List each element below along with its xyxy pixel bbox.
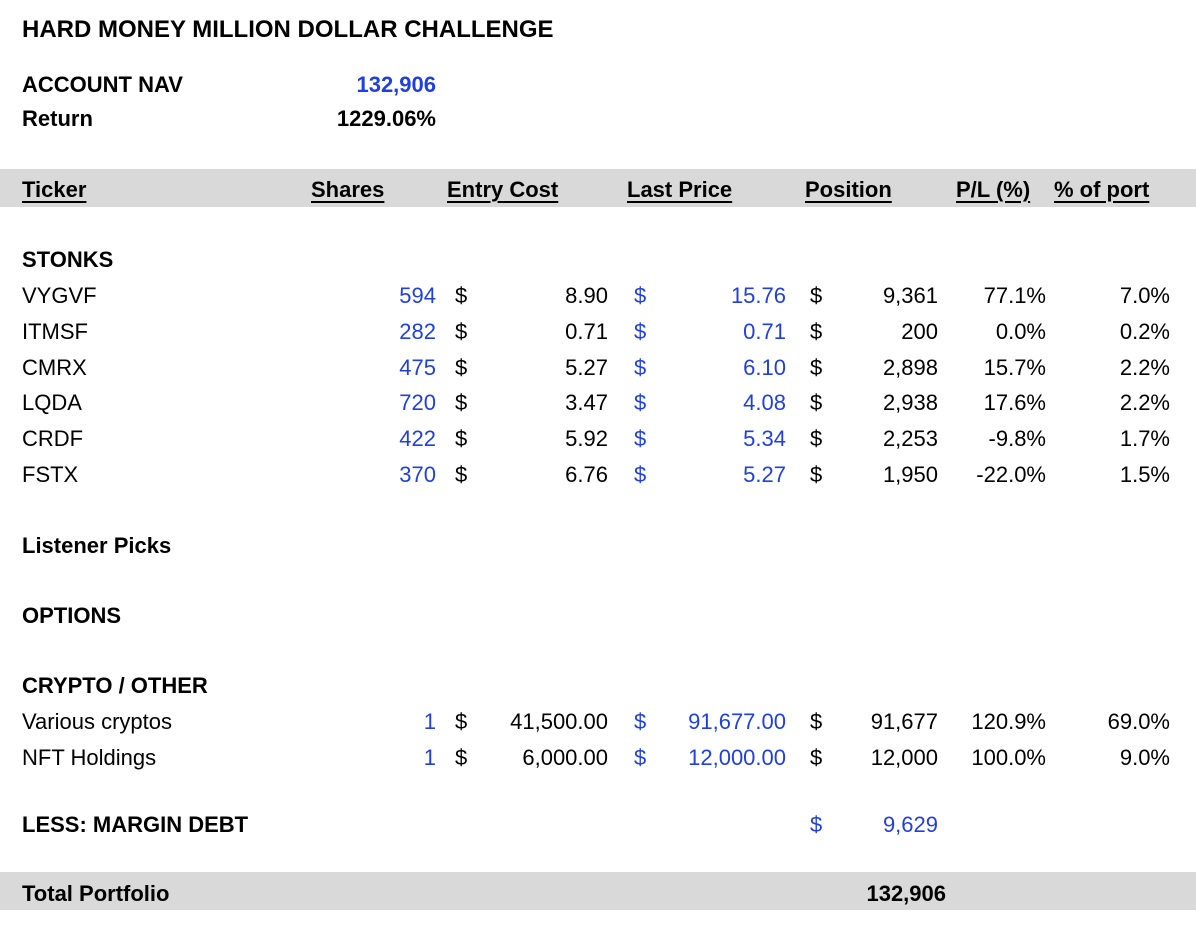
entry-currency: $ [455, 462, 468, 487]
section-stonks: STONKS [22, 247, 114, 272]
shares-cell: 1 [423, 744, 436, 770]
last-currency: $ [634, 709, 647, 734]
account-nav-value: 132,906 [356, 72, 436, 97]
ticker-cell: CMRX [22, 354, 87, 380]
table-row [0, 384, 1196, 420]
account-nav-label: ACCOUNT NAV [22, 72, 183, 97]
table-row [0, 349, 1196, 385]
pl-cell: -9.8% [988, 426, 1046, 452]
position-currency: $ [810, 744, 823, 770]
last-currency: $ [634, 426, 647, 452]
position-currency: $ [810, 354, 823, 380]
last-price-cell: 91,677.00 [688, 709, 786, 734]
shares-cell: 422 [399, 426, 436, 452]
shares-cell: 370 [399, 462, 436, 487]
margin-debt-value: 9,629 [882, 812, 938, 837]
entry-cost-cell: 3.47 [565, 390, 608, 416]
port-cell: 69.0% [1107, 709, 1170, 734]
last-currency: $ [634, 283, 647, 308]
last-price-cell: 4.08 [743, 390, 786, 416]
table-row [0, 456, 1196, 492]
pl-cell: 15.7% [983, 354, 1046, 380]
shares-cell: 475 [399, 354, 436, 380]
position-cell: 9,361 [882, 283, 938, 308]
port-cell: 7.0% [1119, 283, 1170, 308]
position-cell: 2,938 [882, 390, 938, 416]
table-row [0, 739, 1196, 775]
entry-currency: $ [455, 283, 468, 308]
last-currency: $ [634, 462, 647, 487]
entry-currency: $ [455, 354, 468, 380]
position-cell: 12,000 [870, 744, 938, 770]
position-cell: 91,677 [870, 709, 938, 734]
header-port: % of port [1054, 177, 1150, 202]
ticker-cell: FSTX [22, 462, 79, 487]
entry-currency: $ [455, 709, 468, 734]
ticker-cell: ITMSF [22, 318, 88, 344]
pl-cell: 0.0% [995, 318, 1046, 344]
entry-currency: $ [455, 318, 468, 344]
entry-cost-cell: 5.27 [565, 354, 608, 380]
position-currency: $ [810, 318, 823, 344]
shares-cell: 1 [423, 709, 436, 734]
port-cell: 0.2% [1119, 318, 1170, 344]
position-cell: 2,898 [882, 354, 938, 380]
shares-cell: 282 [399, 318, 436, 344]
last-price-cell: 15.76 [730, 283, 786, 308]
pl-cell: 17.6% [983, 390, 1046, 416]
header-pl: P/L (%) [956, 177, 1031, 202]
last-price-cell: 5.34 [743, 426, 786, 452]
total-value: 132,906 [866, 881, 946, 906]
port-cell: 2.2% [1119, 354, 1170, 380]
margin-debt-currency: $ [810, 812, 823, 837]
margin-debt-label: LESS: MARGIN DEBT [22, 812, 249, 837]
entry-cost-cell: 0.71 [565, 318, 608, 344]
last-price-cell: 12,000.00 [688, 744, 786, 770]
port-cell: 9.0% [1119, 744, 1170, 770]
header-entry-cost: Entry Cost [447, 177, 559, 202]
entry-cost-cell: 41,500.00 [510, 709, 608, 734]
entry-cost-cell: 8.90 [565, 283, 608, 308]
position-cell: 1,950 [882, 462, 938, 487]
shares-cell: 594 [399, 283, 436, 308]
header-shares: Shares [311, 177, 385, 202]
entry-cost-cell: 5.92 [565, 426, 608, 452]
position-currency: $ [810, 283, 823, 308]
last-price-cell: 5.27 [743, 462, 786, 487]
total-label: Total Portfolio [22, 881, 170, 906]
total-band [0, 872, 1196, 910]
position-currency: $ [810, 709, 823, 734]
last-currency: $ [634, 390, 647, 416]
shares-cell: 720 [399, 390, 436, 416]
ticker-cell: NFT Holdings [22, 744, 157, 770]
pl-cell: 77.1% [983, 283, 1046, 308]
entry-cost-cell: 6,000.00 [522, 744, 608, 770]
table-row [0, 313, 1196, 349]
table-row [0, 703, 1196, 739]
table-row [0, 420, 1196, 456]
ticker-cell: Various cryptos [22, 709, 172, 734]
header-last-price: Last Price [627, 177, 733, 202]
return-label: Return [22, 106, 93, 131]
ticker-cell: LQDA [22, 390, 82, 416]
position-currency: $ [810, 426, 823, 452]
position-currency: $ [810, 462, 823, 487]
last-currency: $ [634, 744, 647, 770]
entry-cost-cell: 6.76 [565, 462, 608, 487]
entry-currency: $ [455, 390, 468, 416]
position-currency: $ [810, 390, 823, 416]
position-cell: 2,253 [882, 426, 938, 452]
section-crypto: CRYPTO / OTHER [22, 673, 208, 698]
return-value: 1229.06% [336, 106, 436, 131]
header-ticker: Ticker [22, 177, 87, 202]
section-listener-picks: Listener Picks [22, 533, 172, 558]
last-currency: $ [634, 318, 647, 344]
entry-currency: $ [455, 744, 468, 770]
port-cell: 1.7% [1119, 426, 1170, 452]
pl-cell: 100.0% [971, 744, 1046, 770]
entry-currency: $ [455, 426, 468, 452]
last-price-cell: 6.10 [743, 354, 786, 380]
table-row [0, 277, 1196, 313]
page-title: HARD MONEY MILLION DOLLAR CHALLENGE [22, 16, 554, 43]
position-cell: 200 [901, 318, 938, 344]
header-position: Position [805, 177, 892, 202]
ticker-cell: CRDF [22, 426, 84, 452]
ticker-cell: VYGVF [22, 283, 97, 308]
last-currency: $ [634, 354, 647, 380]
last-price-cell: 0.71 [743, 318, 786, 344]
port-cell: 2.2% [1119, 390, 1170, 416]
section-options: OPTIONS [22, 603, 122, 628]
pl-cell: -22.0% [976, 462, 1046, 487]
port-cell: 1.5% [1119, 462, 1170, 487]
pl-cell: 120.9% [971, 709, 1046, 734]
